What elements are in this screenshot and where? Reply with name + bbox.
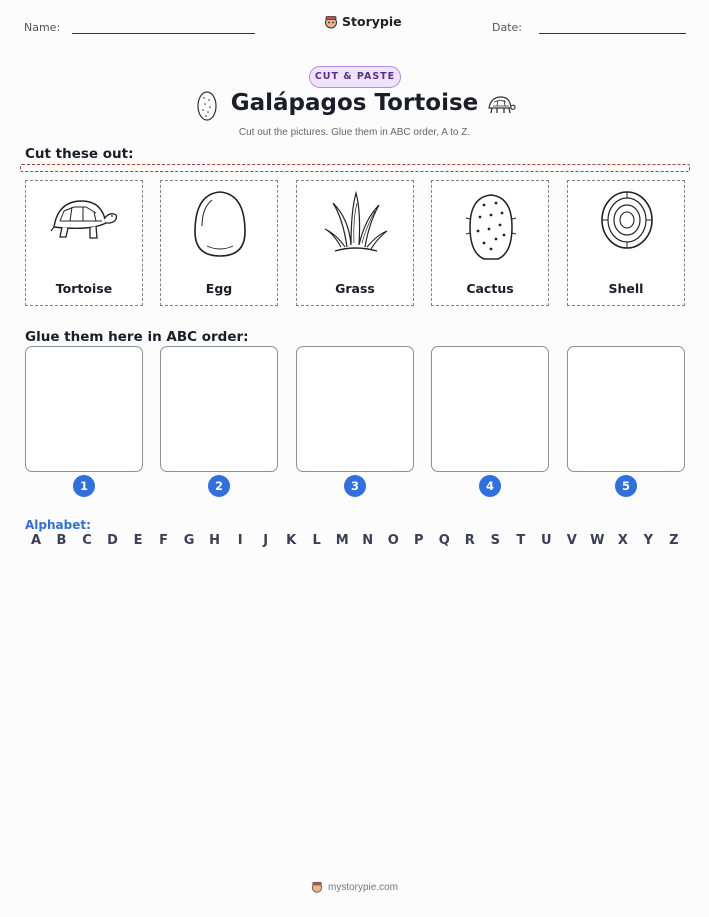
alphabet-row xyxy=(25,533,685,548)
cut-card-cactus[interactable] xyxy=(431,180,549,306)
card-label: Grass xyxy=(335,281,375,296)
tortoise-icon xyxy=(50,191,120,249)
storypie-mascot-icon xyxy=(311,881,323,893)
alphabet-letter: E xyxy=(133,533,143,548)
alphabet-letter: F xyxy=(159,533,169,548)
brand-name: Storypie xyxy=(342,14,402,29)
number-badge-5: 5 xyxy=(615,475,637,497)
alphabet-letter: O xyxy=(387,533,399,548)
alphabet-letter: Y xyxy=(643,533,654,548)
shell-icon xyxy=(592,187,662,253)
glue-box-4[interactable] xyxy=(431,346,549,472)
alphabet-letter: J xyxy=(263,533,269,548)
alphabet-letter: A xyxy=(30,533,42,548)
alphabet-letter: I xyxy=(237,533,243,548)
storypie-mascot-icon xyxy=(324,15,338,29)
alphabet-letter: X xyxy=(617,533,628,548)
footer xyxy=(0,881,709,893)
grass-icon xyxy=(321,189,391,255)
card-label: Egg xyxy=(205,281,233,296)
glue-box-3[interactable] xyxy=(296,346,414,472)
glue-section-heading: Glue them here in ABC order: xyxy=(25,329,249,345)
alphabet-letter: P xyxy=(413,533,424,548)
alphabet-letter: W xyxy=(590,533,605,548)
alphabet-letter: G xyxy=(183,533,195,548)
brand-logo xyxy=(324,14,402,29)
cactus-icon xyxy=(456,189,526,261)
glue-box-2[interactable] xyxy=(160,346,278,472)
glue-box-5[interactable] xyxy=(567,346,685,472)
card-label: Tortoise xyxy=(55,281,113,296)
tortoise-decoration-icon xyxy=(485,94,517,116)
egg-icon xyxy=(185,188,255,260)
card-label: Cactus xyxy=(466,281,514,296)
cut-card-shell[interactable] xyxy=(567,180,685,306)
cut-line xyxy=(20,164,690,172)
cut-card-tortoise[interactable] xyxy=(25,180,143,306)
instructions: Cut out the pictures. Glue them in ABC order, A to Z. xyxy=(238,127,471,138)
alphabet-letter: N xyxy=(362,533,374,548)
alphabet-letter: B xyxy=(56,533,67,548)
alphabet-letter: C xyxy=(82,533,92,548)
alphabet-letter: H xyxy=(209,533,221,548)
number-badge-1: 1 xyxy=(73,475,95,497)
alphabet-letter: V xyxy=(566,533,577,548)
alphabet-letter: U xyxy=(541,533,552,548)
cut-card-grass[interactable] xyxy=(296,180,414,306)
cut-card-egg[interactable] xyxy=(160,180,278,306)
alphabet-letter: K xyxy=(286,533,297,548)
alphabet-letter: M xyxy=(335,533,349,548)
name-line[interactable] xyxy=(72,33,255,34)
glue-box-1[interactable] xyxy=(25,346,143,472)
page-title: Galápagos Tortoise xyxy=(230,90,479,116)
name-label: Name: xyxy=(24,21,61,34)
number-badge-2: 2 xyxy=(208,475,230,497)
alphabet-letter: L xyxy=(312,533,321,548)
alphabet-letter: Z xyxy=(669,533,679,548)
date-line[interactable] xyxy=(539,33,686,34)
alphabet-letter: D xyxy=(107,533,118,548)
alphabet-letter: R xyxy=(464,533,475,548)
alphabet-letter: Q xyxy=(438,533,450,548)
cut-and-paste-badge: CUT & PASTE xyxy=(309,66,401,88)
alphabet-letter: S xyxy=(490,533,500,548)
cut-section-heading: Cut these out: xyxy=(25,146,134,162)
number-badge-3: 3 xyxy=(344,475,366,497)
footer-url[interactable]: mystorypie.com xyxy=(327,881,398,893)
date-label: Date: xyxy=(492,21,522,34)
alphabet-letter: T xyxy=(516,533,526,548)
number-badge-4: 4 xyxy=(479,475,501,497)
alphabet-label: Alphabet: xyxy=(25,518,91,532)
card-label: Shell xyxy=(608,281,644,296)
